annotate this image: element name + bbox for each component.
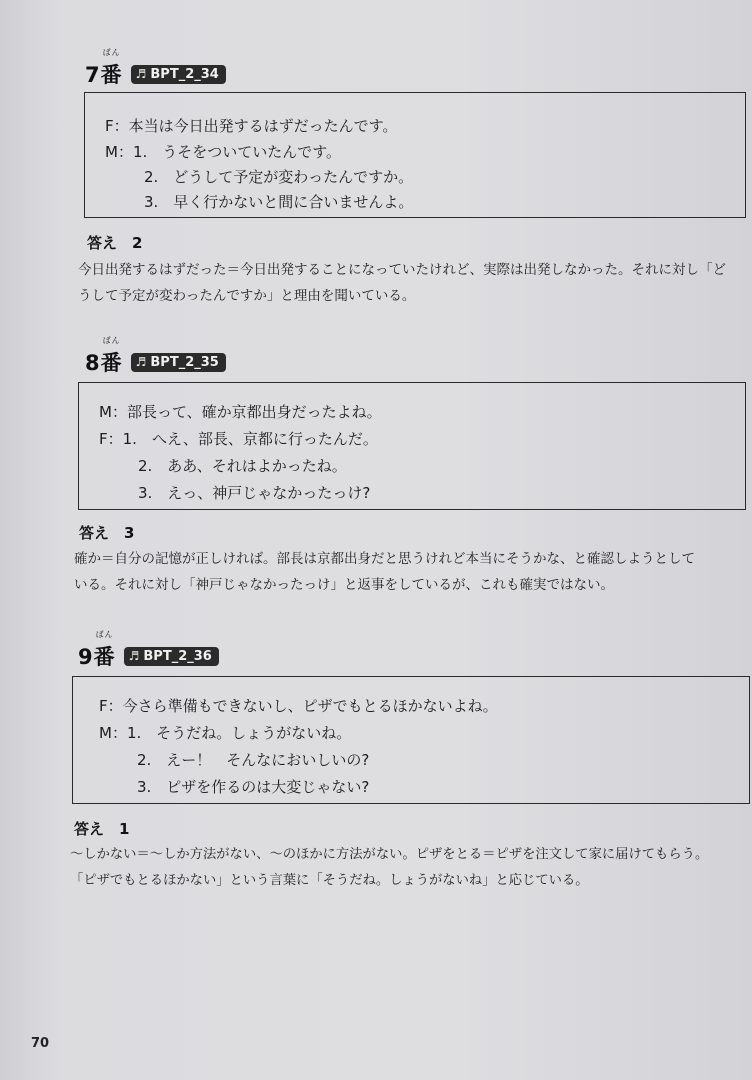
dialogue-choice-1: F：1. へえ、部長、京都に行ったんだ。 — [99, 430, 378, 448]
question-number — [78, 630, 116, 671]
question-number — [85, 48, 123, 89]
audio-track-label: BPT_2_34 — [150, 66, 219, 82]
question-heading — [85, 48, 226, 90]
answer-label: 答え 1 — [74, 820, 130, 838]
dialogue-line-prompt: F：本当は今日出発するはずだったんです。 — [105, 117, 398, 135]
furigana: ばん — [102, 48, 121, 57]
question-number — [85, 336, 123, 377]
explanation-line: いる。それに対し「神戸じゃなかったっけ」と返事をしているが、これも確実ではない。 — [74, 577, 614, 593]
explanation-line: 「ピザでもとるほかない」という言葉に「そうだね。しょうがないね」と応じている。 — [70, 873, 589, 888]
dialogue-choice-1: M：1. そうだね。しょうがないね。 — [99, 724, 352, 742]
dialogue-choice-1: M：1. うそをついていたんです。 — [105, 143, 342, 161]
audio-track-label: BPT_2_36 — [143, 648, 212, 664]
explanation-line: 確か＝自分の記憶が正しければ。部長は京都出身だと思うけれど本当にそうかな、と確認しようとして — [74, 551, 695, 567]
answer-explanation — [70, 842, 740, 894]
question-heading — [78, 630, 219, 672]
answer-label: 答え 2 — [87, 234, 143, 252]
audio-track-badge — [124, 647, 219, 666]
dialogue-line-prompt: M：部長って、確か京都出身だったよね。 — [99, 403, 382, 421]
question-number-label: 8番 — [85, 351, 123, 375]
dialogue-box — [78, 382, 746, 510]
explanation-line: ～しかない＝～しか方法がない、～のほかに方法がない。ピザをとる＝ピザを注文して家に届けてもらう。 — [70, 847, 709, 862]
dialogue-choice-2: 2. えー！ そんなにおいしいの? — [137, 751, 370, 769]
music-note-icon: ♬ — [128, 649, 140, 663]
furigana: ばん — [95, 630, 114, 639]
question-heading — [85, 336, 226, 378]
answer-label: 答え 3 — [79, 524, 135, 542]
dialogue-choice-2: 2. ああ、それはよかったね。 — [138, 457, 347, 475]
dialogue-box — [72, 676, 750, 804]
audio-track-badge — [131, 65, 226, 84]
page-number: 70 — [31, 1036, 50, 1051]
answer-explanation — [78, 257, 748, 309]
dialogue-choice-3: 3. 早く行かないと間に合いませんよ。 — [144, 193, 414, 211]
music-note-icon: ♬ — [135, 67, 147, 81]
dialogue-choice-3: 3. えっ、神戸じゃなかったっけ? — [138, 484, 371, 502]
audio-track-label: BPT_2_35 — [150, 354, 219, 370]
audio-track-badge — [131, 353, 226, 372]
question-number-label: 7番 — [85, 63, 123, 87]
answer-explanation — [74, 546, 744, 598]
furigana: ばん — [102, 336, 121, 345]
dialogue-line-prompt: F：今さら準備もできないし、ピザでもとるほかないよね。 — [99, 697, 498, 715]
question-number-label: 9番 — [78, 645, 116, 669]
dialogue-choice-2: 2. どうして予定が変わったんですか。 — [144, 168, 414, 186]
dialogue-box — [84, 92, 746, 218]
explanation-line: 今日出発するはずだった＝今日出発することになっていたけれど、実際は出発しなかった。それに対し「ど — [78, 262, 726, 278]
dialogue-choice-3: 3. ピザを作るのは大変じゃない? — [137, 778, 370, 796]
explanation-line: うして予定が変わったんですか」と理由を聞いている。 — [78, 288, 416, 304]
music-note-icon: ♬ — [135, 355, 147, 369]
